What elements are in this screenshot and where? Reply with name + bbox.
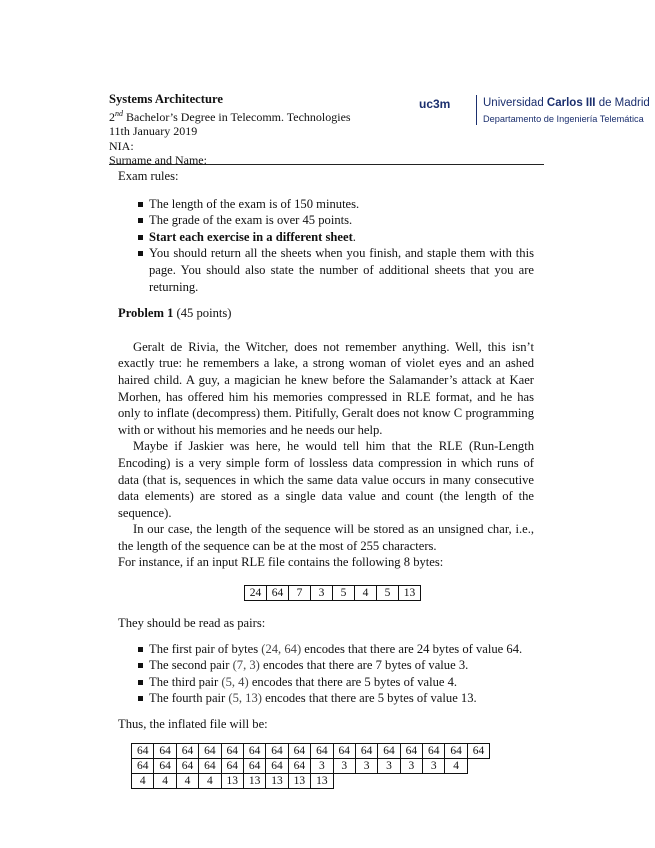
department-name: Departamento de Ingeniería Telemática xyxy=(483,114,644,124)
inflated-cell: 64 xyxy=(199,743,221,758)
problem-points: (45 points) xyxy=(173,306,232,321)
inflated-row xyxy=(132,773,490,788)
problem-paragraph: In our case, the length of the sequence will be stored as an unsigned char, i.e., the length of the sequence can be at the most of 255 characters. xyxy=(118,522,534,553)
pair-text: The first pair of bytes xyxy=(149,641,262,656)
university-logo xyxy=(419,97,650,127)
inflated-cell: 64 xyxy=(333,743,355,758)
byte-cell: 64 xyxy=(267,586,289,601)
inflated-cell: 3 xyxy=(400,758,422,773)
byte-cell: 24 xyxy=(245,586,267,601)
rule-item: The grade of the exam is over 45 points. xyxy=(118,212,534,229)
problem-paragraph: Maybe if Jaskier was here, he would tell him that the RLE (Run-Length Encoding) is a very simple form of lossless data compression in which runs of data (that is, sequences in which the same data value occurs in many consecutive data elements) are stored as a single data value and count (the length of the sequence). xyxy=(118,439,534,520)
pair-item xyxy=(118,641,534,658)
rules-title: Exam rules: xyxy=(118,169,179,183)
inflated-cell: 64 xyxy=(266,743,288,758)
inflated-cell: 64 xyxy=(243,758,265,773)
byte-cell: 7 xyxy=(289,586,311,601)
pair-item xyxy=(118,657,534,674)
pair-math: (24, 64) xyxy=(261,641,302,656)
inflated-cell: 64 xyxy=(288,743,310,758)
rule-item xyxy=(118,229,534,246)
inflated-cell: 3 xyxy=(311,758,333,773)
inflated-cell: 64 xyxy=(199,758,221,773)
name-label: Surname and Name: xyxy=(109,153,207,167)
inflated-cell: 64 xyxy=(423,743,445,758)
university-name-a: Universidad xyxy=(483,97,547,109)
inflated-cell: 64 xyxy=(445,743,467,758)
inflated-intro: Thus, the inflated file will be: xyxy=(118,717,268,732)
university-name-c: de Madrid xyxy=(595,97,650,109)
exam-date: 11th January 2019 xyxy=(109,124,198,138)
university-name-b: Carlos III xyxy=(546,97,596,109)
inflated-row xyxy=(132,743,490,758)
problem-paragraph: Geralt de Rivia, the Witcher, does not remember anything. Well, this isn’t exactly true: he remembers a lake, a strong woman of violet eyes and an ashed haired child. A guy, a magician he knew before the Salamander’s attack at Kaer Morhen, has offered him his memories compressed in RLE format, and he has only to inflate (decompress) them. Pitifully, Geralt does not know C programming with or without his memories and he needs our help. xyxy=(118,339,534,437)
rule-item-bold: Start each exercise in a different sheet xyxy=(149,229,353,244)
pairs-intro: They should be read as pairs: xyxy=(118,616,266,631)
byte-cell: 5 xyxy=(333,586,355,601)
inflated-cell: 4 xyxy=(199,773,221,788)
byte-cell: 5 xyxy=(377,586,399,601)
byte-cell: 13 xyxy=(399,586,421,601)
inflated-cell: 13 xyxy=(266,773,288,788)
inflated-cell: 64 xyxy=(243,743,265,758)
inflated-cell: 64 xyxy=(132,758,154,773)
inflated-cell: 64 xyxy=(400,743,422,758)
rule-item: You should return all the sheets when you finish, and staple them with this page. You should also state the number of additional sheets that you are returning. xyxy=(118,245,534,295)
problem-title: Problem 1 xyxy=(118,306,174,321)
inflated-cell: 64 xyxy=(221,743,243,758)
byte-cell: 3 xyxy=(311,586,333,601)
input-bytes-table xyxy=(244,585,421,601)
inflated-cell: 64 xyxy=(467,743,489,758)
rule-item: The length of the exam is of 150 minutes. xyxy=(118,196,534,213)
degree-ordinal: nd xyxy=(115,108,123,118)
uc3m-wordmark: uc3m xyxy=(419,97,451,111)
pair-text: encodes that there are 5 bytes of value 4. xyxy=(248,674,458,689)
pair-item xyxy=(118,690,534,707)
pair-text: encodes that there are 7 bytes of value 3. xyxy=(259,658,469,673)
inflated-cell: 64 xyxy=(132,743,154,758)
inflated-cell: 4 xyxy=(132,773,154,788)
degree-number: 2 xyxy=(109,109,115,124)
header-rule xyxy=(109,164,544,165)
rule-item-period: . xyxy=(352,229,356,244)
inflated-cell: 64 xyxy=(355,743,377,758)
pairs-list xyxy=(118,641,534,707)
university-name xyxy=(483,97,650,109)
inflated-cell: 13 xyxy=(243,773,265,788)
inflated-cell: 64 xyxy=(176,758,198,773)
problem-heading xyxy=(118,305,534,322)
inflated-cell: 13 xyxy=(288,773,310,788)
inflated-cell: 64 xyxy=(266,758,288,773)
inflated-cell: 64 xyxy=(311,743,333,758)
inflated-cell: 64 xyxy=(378,743,400,758)
inflated-cell: 4 xyxy=(154,773,176,788)
inflated-cell: 13 xyxy=(311,773,333,788)
inflated-cell: 3 xyxy=(333,758,355,773)
rules-list xyxy=(118,196,534,296)
pair-math: (7, 3) xyxy=(232,658,260,673)
inflated-cell: 3 xyxy=(423,758,445,773)
inflated-cell: 64 xyxy=(154,758,176,773)
pair-text: The second pair xyxy=(149,658,233,673)
logo-divider xyxy=(476,95,477,125)
exam-header xyxy=(109,92,650,167)
degree-line xyxy=(109,107,351,125)
inflated-table-body xyxy=(132,743,490,788)
inflated-cell: 4 xyxy=(445,758,467,773)
inflated-cell: 13 xyxy=(221,773,243,788)
inflated-cell: 64 xyxy=(176,743,198,758)
pair-text: The fourth pair xyxy=(149,691,229,706)
inflated-cell: 3 xyxy=(378,758,400,773)
byte-cell: 4 xyxy=(355,586,377,601)
inflated-cell: 3 xyxy=(355,758,377,773)
degree-name: Bachelor’s Degree in Telecomm. Technologies xyxy=(126,109,351,124)
inflated-cell: 64 xyxy=(221,758,243,773)
inflated-table xyxy=(131,743,490,789)
exam-header-info xyxy=(109,92,351,168)
course-title: Systems Architecture xyxy=(109,92,223,106)
inflated-cell: 64 xyxy=(154,743,176,758)
pair-math: (5, 4) xyxy=(221,674,249,689)
inflated-row xyxy=(132,758,490,773)
problem-paragraph: For instance, if an input RLE file contains the following 8 bytes: xyxy=(118,555,444,570)
pair-item xyxy=(118,674,534,691)
pair-math: (5, 13) xyxy=(228,691,262,706)
pair-text: The third pair xyxy=(149,674,222,689)
inflated-cell: 4 xyxy=(176,773,198,788)
inflated-cell: 64 xyxy=(288,758,310,773)
nia-label: NIA: xyxy=(109,138,134,153)
pair-text: encodes that there are 24 bytes of value 64. xyxy=(301,641,523,656)
exam-body xyxy=(118,168,534,789)
pair-text: encodes that there are 5 bytes of value 13. xyxy=(261,691,477,706)
